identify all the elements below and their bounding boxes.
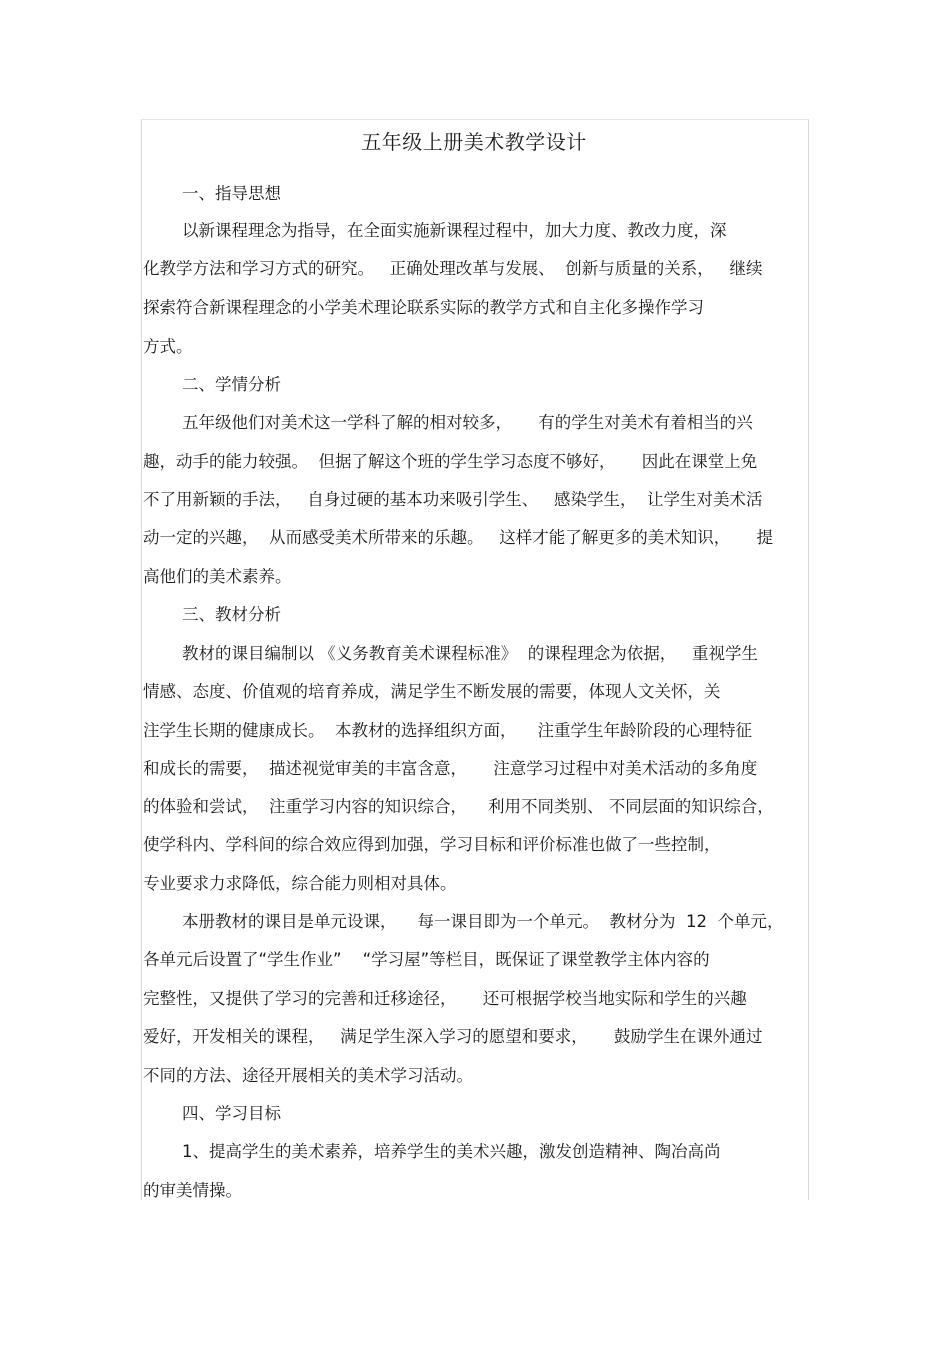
- paragraph-line: 不同的方法、途径开展相关的美术学习活动。: [143, 1066, 473, 1085]
- paragraph-line: 各单元后设置了“学生作业” “学习屋”等栏目，既保证了课堂教学主体内容的: [143, 950, 710, 969]
- paragraph-line: 注学生长期的健康成长。 本教材的选择组织方面， 注重学生年龄阶段的心理特征: [143, 721, 752, 740]
- paragraph-line: 爱好，开发相关的课程， 满足学生深入学习的愿望和要求， 鼓励学生在课外通过: [143, 1027, 763, 1046]
- section-heading-textbook-analysis: 三、教材分析: [182, 605, 281, 624]
- paragraph-line: 高他们的美术素养。: [143, 567, 292, 586]
- paragraph-line: 探索符合新课程理念的小学美术理论联系实际的教学方式和自主化多操作学习: [143, 298, 704, 317]
- paragraph-line: 不了用新颖的手法， 自身过硬的基本功来吸引学生、 感染学生， 让学生对美术活: [143, 490, 763, 509]
- paragraph-line: 专业要求力求降低，综合能力则相对具体。: [143, 874, 457, 893]
- document-title: 五年级上册美术教学设计: [361, 130, 587, 154]
- paragraph-line: 完整性，又提供了学习的完善和迁移途径， 还可根据学校当地实际和学生的兴趣: [143, 989, 747, 1008]
- paragraph-line: 1、提高学生的美术素养，培养学生的美术兴趣，激发创造精神、陶冶高尚: [182, 1142, 721, 1161]
- paragraph-line: 的体验和尝试， 注重学习内容的知识综合， 利用不同类别、 不同层面的知识综合，: [143, 797, 774, 816]
- paragraph-line: 本册教材的课目是单元设课， 每一课目即为一个单元。 教材分为 12 个单元，: [182, 912, 784, 931]
- paragraph-line: 使学科内、学科间的综合效应得到加强，学习目标和评价标准也做了一些控制，: [143, 835, 721, 854]
- section-heading-learning-goals: 四、学习目标: [182, 1104, 281, 1123]
- paragraph-line: 化教学方法和学习方式的研究。 正确处理改革与发展、 创新与质量的关系， 继续: [143, 259, 763, 278]
- section-heading-learning-analysis: 二、学情分析: [182, 375, 281, 394]
- paragraph-line: 五年级他们对美术这一学科了解的相对较多， 有的学生对美术有着相当的兴: [182, 413, 753, 432]
- paragraph-line: 以新课程理念为指导，在全面实施新课程过程中，加大力度、教改力度，深: [182, 221, 727, 240]
- paragraph-line: 趣，动手的能力较强。 但据了解这个班的学生学习态度不够好， 因此在课堂上免: [143, 452, 758, 471]
- paragraph-line: 和成长的需要， 描述视觉审美的丰富含意， 注意学习过程中对美术活动的多角度: [143, 759, 758, 778]
- paragraph-line: 动一定的兴趣， 从而感受美术所带来的乐趣。 这样才能了解更多的美术知识， 提: [143, 528, 773, 547]
- paragraph-line: 方式。: [143, 337, 193, 356]
- paragraph-line: 情感、态度、价值观的培育养成，满足学生不断发展的需要，体现人文关怀，关: [143, 682, 721, 701]
- section-heading-guiding-ideas: 一、指导思想: [182, 184, 281, 203]
- paragraph-line: 教材的课目编制以 《义务教育美术课程标准》 的课程理念为依据， 重视学生: [182, 644, 758, 663]
- paragraph-line: 的审美情操。: [143, 1181, 242, 1200]
